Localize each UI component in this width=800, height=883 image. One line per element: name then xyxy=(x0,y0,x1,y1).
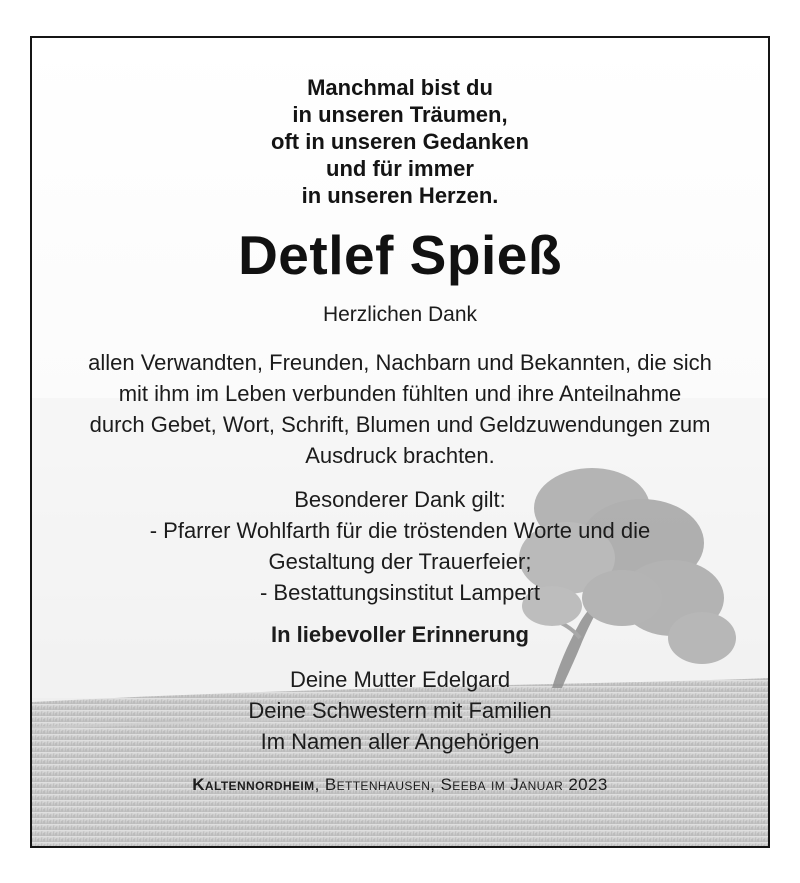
poem-line: Manchmal bist du xyxy=(307,75,493,100)
special-thanks-line: - Pfarrer Wohlfarth für die tröstenden Worte und die xyxy=(149,518,651,543)
thanks-line: durch Gebet, Wort, Schrift, Blumen und Geldzuwendungen zum xyxy=(89,412,711,437)
place-date-line xyxy=(32,774,768,796)
poem-line: und für immer xyxy=(326,156,474,181)
thanks-line: allen Verwandten, Freunden, Nachbarn und Bekannten, die sich xyxy=(88,350,712,375)
special-thanks-line: Besonderer Dank gilt: xyxy=(294,487,506,512)
special-thanks-line: Gestaltung der Trauerfeier; xyxy=(268,549,532,574)
memorial-poem xyxy=(32,74,768,209)
thanks-line: Ausdruck brachten. xyxy=(305,443,495,468)
special-thanks xyxy=(32,484,768,608)
family-line: Im Namen aller Angehörigen xyxy=(260,729,540,754)
special-thanks-line: - Bestattungsinstitut Lampert xyxy=(259,580,541,605)
poem-line: in unseren Träumen, xyxy=(292,102,508,127)
family-signature xyxy=(32,664,768,757)
family-line: Deine Schwestern mit Familien xyxy=(248,698,552,723)
obituary-frame xyxy=(30,36,770,848)
poem-line: in unseren Herzen. xyxy=(301,183,499,208)
place-main: Kaltennordheim xyxy=(192,775,315,794)
poem-line: oft in unseren Gedanken xyxy=(271,129,529,154)
thanks-text xyxy=(32,347,768,471)
deceased-name: Detlef Spieß xyxy=(238,224,562,286)
thanks-heading: Herzlichen Dank xyxy=(322,303,478,326)
memory-line: In liebevoller Erinnerung xyxy=(271,622,529,647)
thanks-line: mit ihm im Leben verbunden fühlten und ihre Anteilnahme xyxy=(118,381,682,406)
obituary-content xyxy=(32,38,768,796)
family-line: Deine Mutter Edelgard xyxy=(289,667,511,692)
place-rest: , Bettenhausen, Seeba im Januar 2023 xyxy=(314,775,608,794)
